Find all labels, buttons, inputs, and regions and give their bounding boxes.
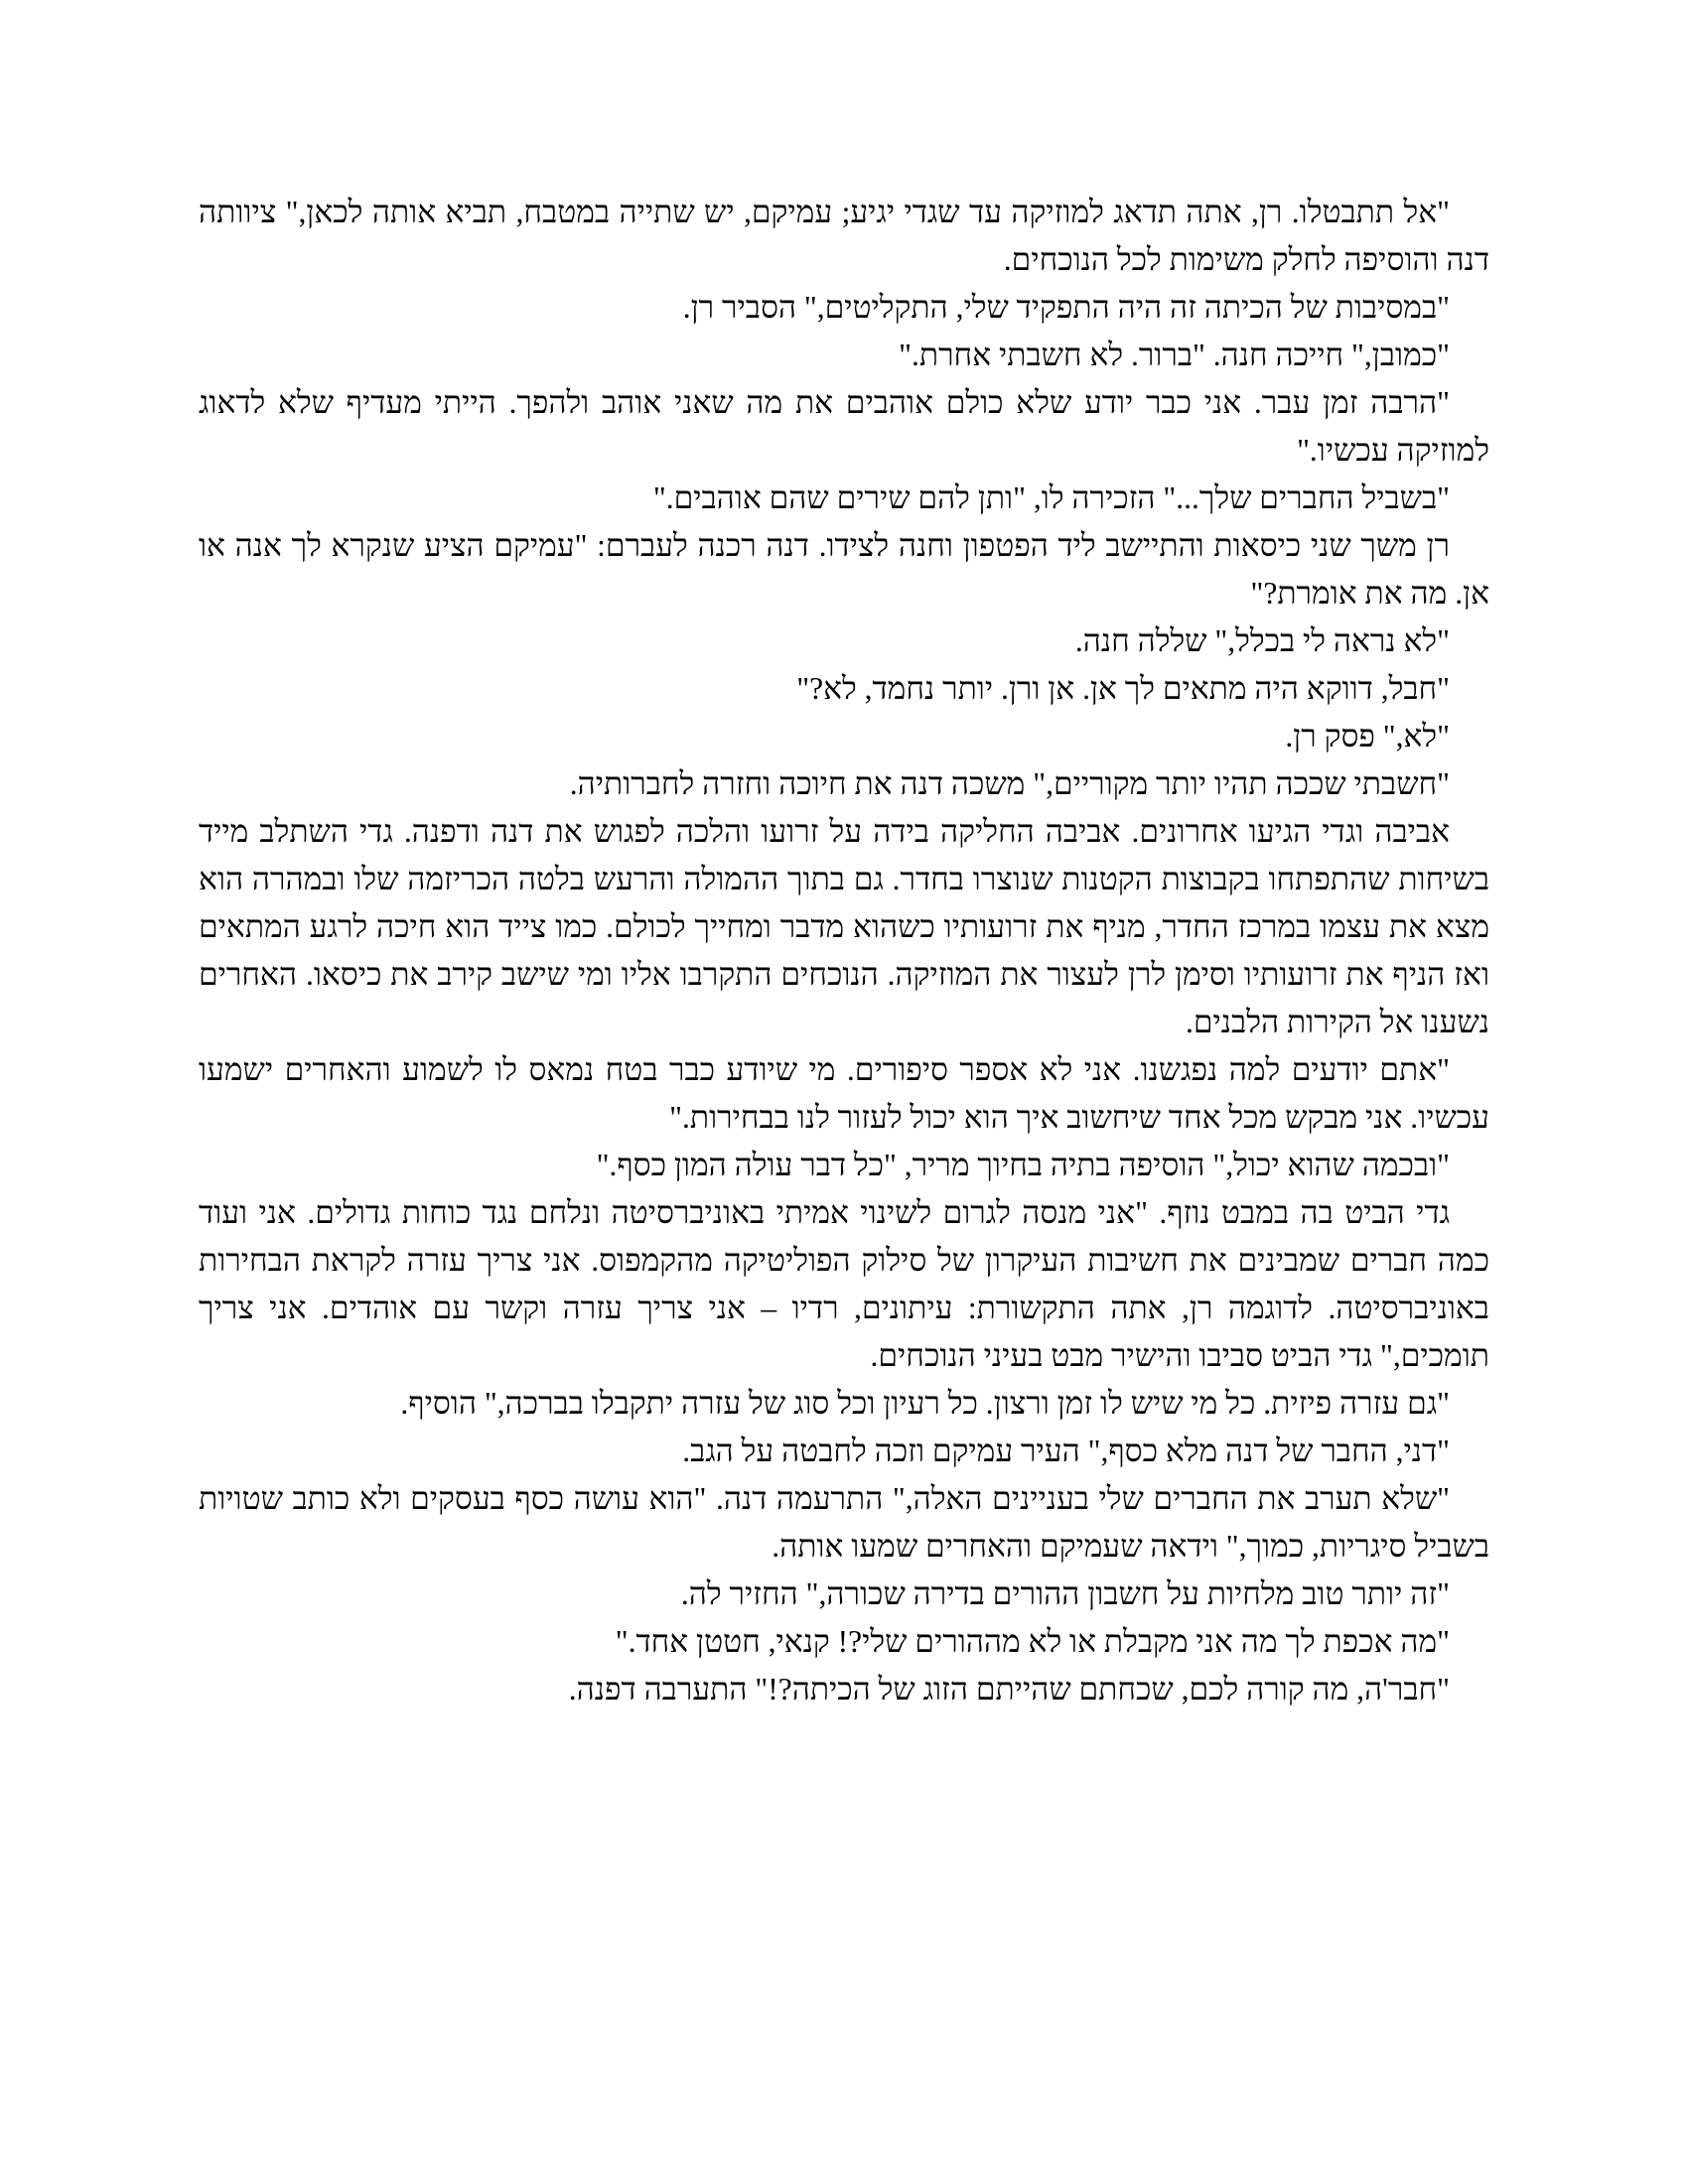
paragraph: "ובכמה שהוא יכול," הוסיפה בתיה בחיוך מריר, "כל דבר עולה המון כסף." — [596, 1148, 1450, 1182]
paragraph: רן משך שני כיסאות והתיישב ליד הפטפון וחנה לצידו. דנה רכנה לעברם: "עמיקם הציע שנקרא לך אנה או אן. מה את אומרת?" — [199, 528, 1489, 611]
paragraph: "במסיבות של הכיתה זה היה התפקיד שלי, התקליטים," הסביר רן. — [682, 290, 1450, 325]
paragraph: "שלא תערב את החברים שלי בעניינים האלה," התרעמה דנה. "הוא עושה כסף בעסקים ולא כותב שטויות בשביל סיגריות, כמוך," וידאה שעמיקם והאחרים שמעו אותה. — [199, 1481, 1489, 1564]
paragraph: "חבל, דווקא היה מתאים לך אן. אן ורן. יותר נחמד, לא?" — [796, 671, 1450, 706]
paragraph: "כמובן," חייכה חנה. "ברור. לא חשבתי אחרת." — [899, 338, 1450, 372]
paragraph: "אתם יודעים למה נפגשנו. אני לא אספר סיפורים. מי שיודע כבר בטח נמאס לו לשמוע והאחרים ישמעו עכשיו. אני מבקש מכל אחד שיחשוב איך הוא יכול לעזור לנו בבחירות." — [199, 1052, 1489, 1135]
paragraph: "מה אכפת לך מה אני מקבלת או לא מההורים שלי?! קנאי, חטטן אחד." — [615, 1624, 1450, 1659]
paragraph: "חבר'ה, מה קורה לכם, שכחתם שהייתם הזוג של הכיתה?!" התערבה דפנה. — [568, 1672, 1450, 1706]
document-page — [199, 189, 1489, 1713]
paragraph: "בשביל החברים שלך..." הזכירה לו, "ותן להם שירים שהם אוהבים." — [652, 480, 1450, 515]
paragraph: "לא," פסק רן. — [1285, 719, 1450, 753]
paragraph: "לא נראה לי בכלל," שללה חנה. — [1074, 623, 1450, 658]
paragraph: "זה יותר טוב מלחיות על חשבון ההורים בדירה שכורה," החזיר לה. — [680, 1576, 1450, 1611]
paragraph: "גם עזרה פיזית. כל מי שיש לו זמן ורצון. כל רעיון וכל סוג של עזרה יתקבלו בברכה," הוסיף. — [400, 1386, 1450, 1421]
paragraph: "אל תתבטלו. רן, אתה תדאג למוזיקה עד שגדי יגיע; עמיקם, יש שתייה במטבח, תביא אותה לכאן," ציוותה דנה והוסיפה לחלק משימות לכל הנוכחים. — [199, 195, 1489, 277]
paragraph: "הרבה זמן עבר. אני כבר יודע שלא כולם אוהבים את מה שאני אוהב ולהפך. הייתי מעדיף שלא לדאוג למוזיקה עכשיו." — [199, 385, 1489, 468]
paragraph: גדי הביט בה במבט נוזף. "אני מנסה לגרום לשינוי אמיתי באוניברסיטה ונלחם נגד כוחות גדולים. אני ועוד כמה חברים שמבינים את חשיבות העיקרון של סילוק הפוליטיקה מהקמפוס. אני צריך עזרה לקראת הבחירות באוניברסיטה. לדוגמה רן, אתה התקשורת: עיתונים, רדיו – אני צריך עזרה וקשר עם אוהדים. אני צריך תומכים," גדי הביט סביבו והישיר מבט בעיני הנוכחים. — [199, 1195, 1489, 1373]
paragraph: "דני, החבר של דנה מלא כסף," העיר עמיקם וזכה לחבטה על הגב. — [682, 1433, 1450, 1468]
paragraph: "חשבתי שככה תהיו יותר מקוריים," משכה דנה את חיוכה וחזרה לחברותיה. — [569, 766, 1450, 801]
paragraph: אביבה וגדי הגיעו אחרונים. אביבה החליקה בידה על זרועו והלכה לפגוש את דנה ודפנה. גדי השתלב מייד בשיחות שהתפתחו בקבוצות הקטנות שנוצרו בחדר. גם בתוך ההמולה והרעש בלטה הכריזמה שלו ובמהרה הוא מצא את עצמו במרכז החדר, מניף את זרועותיו כשהוא מדבר ומחייך לכולם. כמו צייד הוא חיכה לרגע המתאים ואז הניף את זרועותיו וסימן לרן לעצור את המוזיקה. הנוכחים התקרבו אליו ומי שישב קירב את כיסאו. האחרים נשענו אל הקירות הלבנים. — [199, 814, 1489, 1039]
